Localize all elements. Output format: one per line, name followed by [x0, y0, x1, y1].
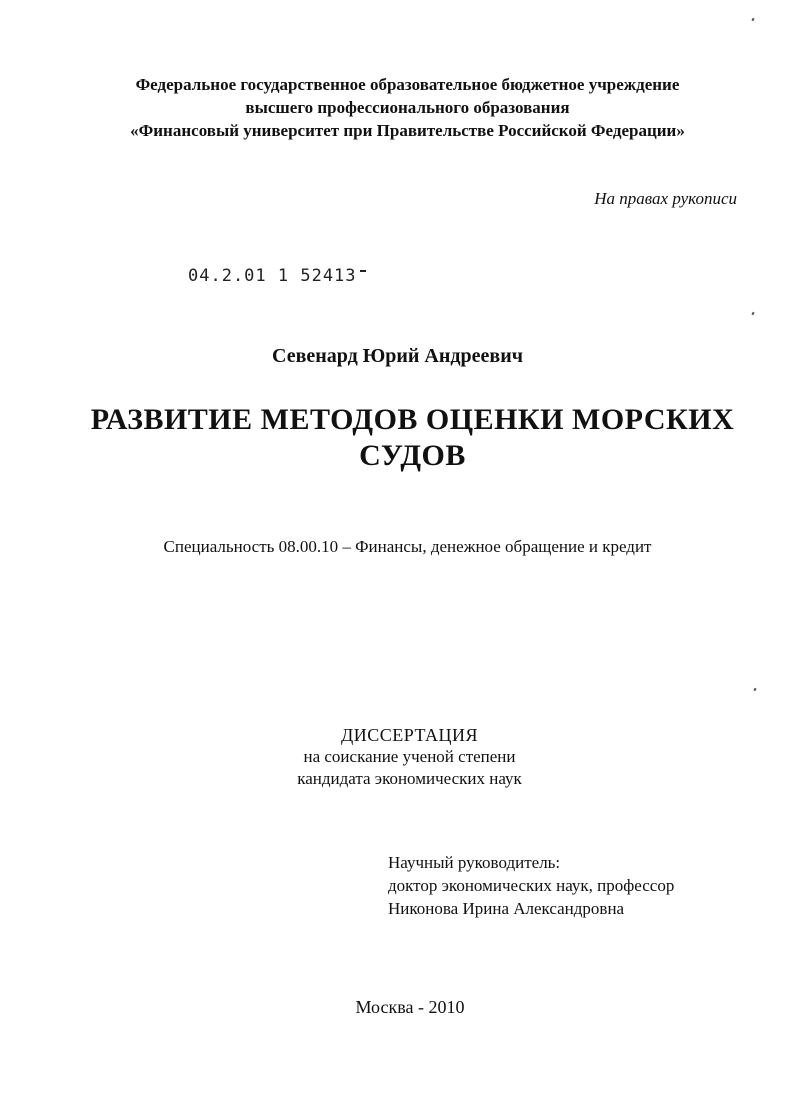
scan-speck: [751, 312, 754, 316]
dissertation-title: [80, 402, 745, 474]
supervisor-block: [388, 851, 674, 920]
manuscript-note: На правах рукописи: [594, 189, 737, 208]
library-stamp-number: [188, 266, 366, 286]
dissertation-degree-line: на соискание ученой степени: [303, 747, 516, 766]
specialty-line: Специальность 08.00.10 – Финансы, денежное обращение и кредит: [163, 537, 652, 556]
institution-line-1: Федеральное государственное образовательное бюджетное учреждение: [135, 75, 680, 94]
dissertation-field-line: кандидата экономических наук: [297, 769, 522, 788]
stamp-number-text: 04.2.01 1 52413: [188, 266, 357, 286]
institution-line-3: «Финансовый университет при Правительстве Российской Федерации»: [130, 121, 685, 140]
stamp-dash-mark: [360, 270, 366, 272]
scan-speck: [751, 18, 754, 22]
title-line-2: СУДОВ: [359, 439, 466, 472]
dissertation-block: [12, 724, 795, 790]
author-name: Севенард Юрий Андреевич: [272, 345, 523, 367]
supervisor-degree: доктор экономических наук, профессор: [388, 876, 675, 895]
supervisor-label: Научный руководитель:: [388, 853, 561, 872]
scan-speck: [753, 688, 756, 692]
dissertation-heading: ДИССЕРТАЦИЯ: [340, 725, 479, 745]
supervisor-name: Никонова Ирина Александровна: [388, 899, 625, 918]
institution-line-2: высшего профессионального образования: [245, 98, 570, 117]
city-year: Москва - 2010: [355, 997, 465, 1017]
title-line-1: РАЗВИТИЕ МЕТОДОВ ОЦЕНКИ МОРСКИХ: [90, 403, 735, 436]
institution-header: [20, 73, 795, 142]
